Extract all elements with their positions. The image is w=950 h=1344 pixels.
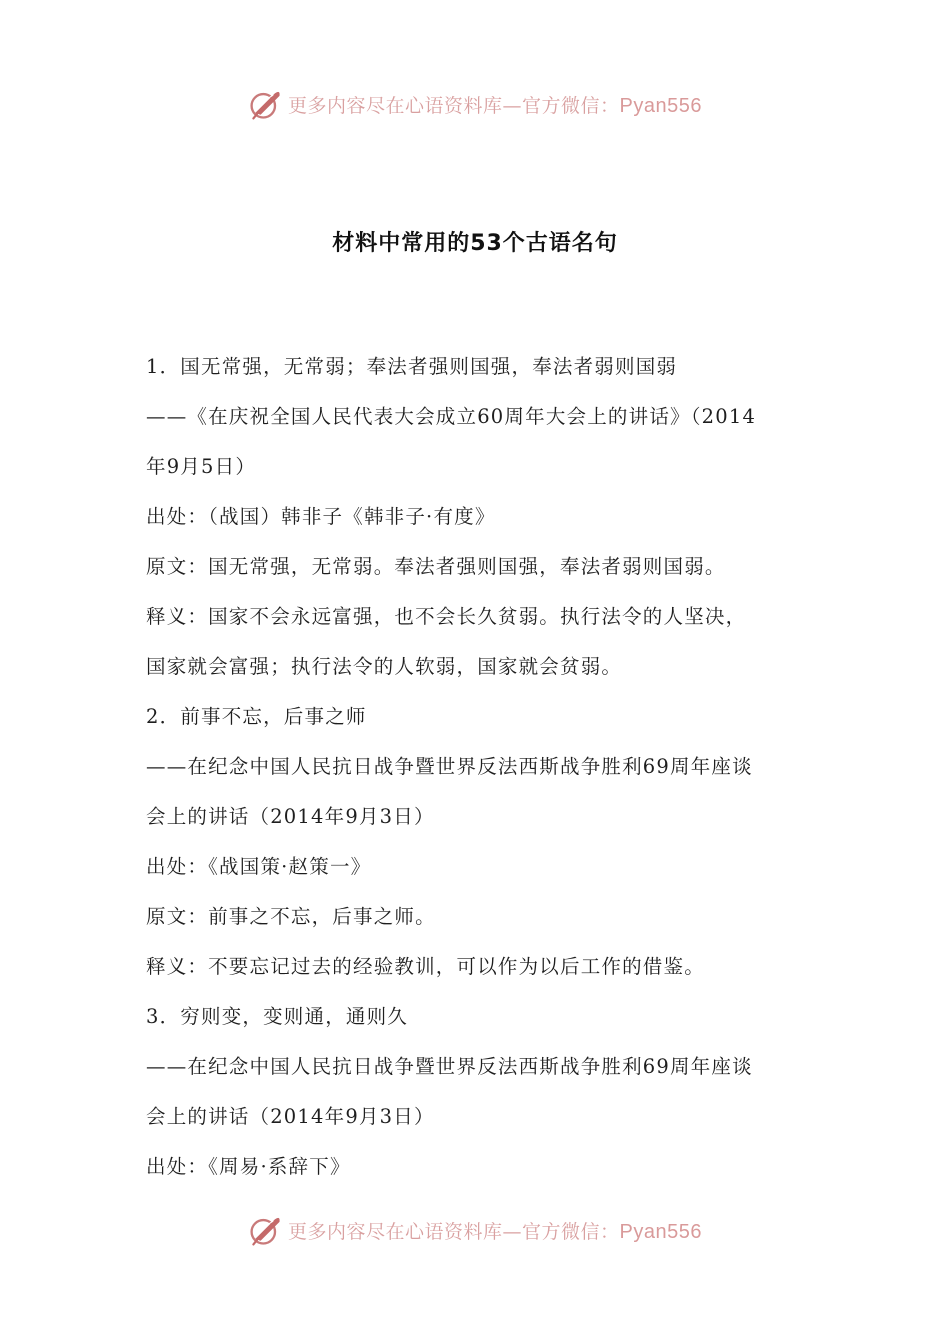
item-2-meaning: 释义：不要忘记过去的经验教训，可以作为以后工作的借鉴。 xyxy=(146,955,705,978)
item-3-origin: 出处：《周易·系辞下》 xyxy=(146,1155,351,1178)
item-1-source-speech: ——《在庆祝全国人民代表大会成立60周年大会上的讲话》（2014 xyxy=(146,405,757,428)
item-2-heading: 2．前事不忘，后事之师 xyxy=(146,705,367,728)
document-body xyxy=(146,342,811,1192)
quill-pen-logo-icon xyxy=(248,1212,284,1248)
watermark-wechat-id: Pyan556 xyxy=(619,94,702,117)
item-1-original-text: 原文：国无常强，无常弱。奉法者强则国强，奉法者弱则国弱。 xyxy=(146,555,726,578)
watermark-wechat-id: Pyan556 xyxy=(619,1220,702,1243)
quill-pen-logo-icon xyxy=(248,86,284,122)
watermark-text: 更多内容尽在心语资料库—官方微信：Pyan556 xyxy=(288,1220,702,1243)
watermark-text: 更多内容尽在心语资料库—官方微信：Pyan556 xyxy=(288,94,702,117)
document-title: 材料中常用的53个古语名句 xyxy=(332,231,618,256)
item-1-meaning: 释义：国家不会永远富强，也不会长久贫弱。执行法令的人坚决， xyxy=(146,605,747,628)
footer-watermark xyxy=(0,1210,950,1250)
item-3-source-speech: ——在纪念中国人民抗日战争暨世界反法西斯战争胜利69周年座谈 xyxy=(146,1055,753,1078)
item-1-meaning-cont: 国家就会富强；执行法令的人软弱，国家就会贫弱。 xyxy=(146,655,623,678)
item-3-source-date: 会上的讲话（2014年9月3日） xyxy=(146,1105,435,1128)
item-1-heading: 1．国无常强，无常弱；奉法者强则国强，奉法者弱则国弱 xyxy=(146,355,678,378)
item-1-origin: 出处：（战国）韩非子《韩非子·有度》 xyxy=(146,505,496,528)
item-1-source-date: 年9月5日） xyxy=(146,455,257,478)
item-3-heading: 3．穷则变，变则通，通则久 xyxy=(146,1005,409,1028)
item-2-source-speech: ——在纪念中国人民抗日战争暨世界反法西斯战争胜利69周年座谈 xyxy=(146,755,753,778)
header-watermark xyxy=(0,84,950,124)
item-2-source-date: 会上的讲话（2014年9月3日） xyxy=(146,805,435,828)
item-2-origin: 出处：《战国策·赵策一》 xyxy=(146,855,372,878)
item-2-original-text: 原文：前事之不忘，后事之师。 xyxy=(146,905,436,928)
